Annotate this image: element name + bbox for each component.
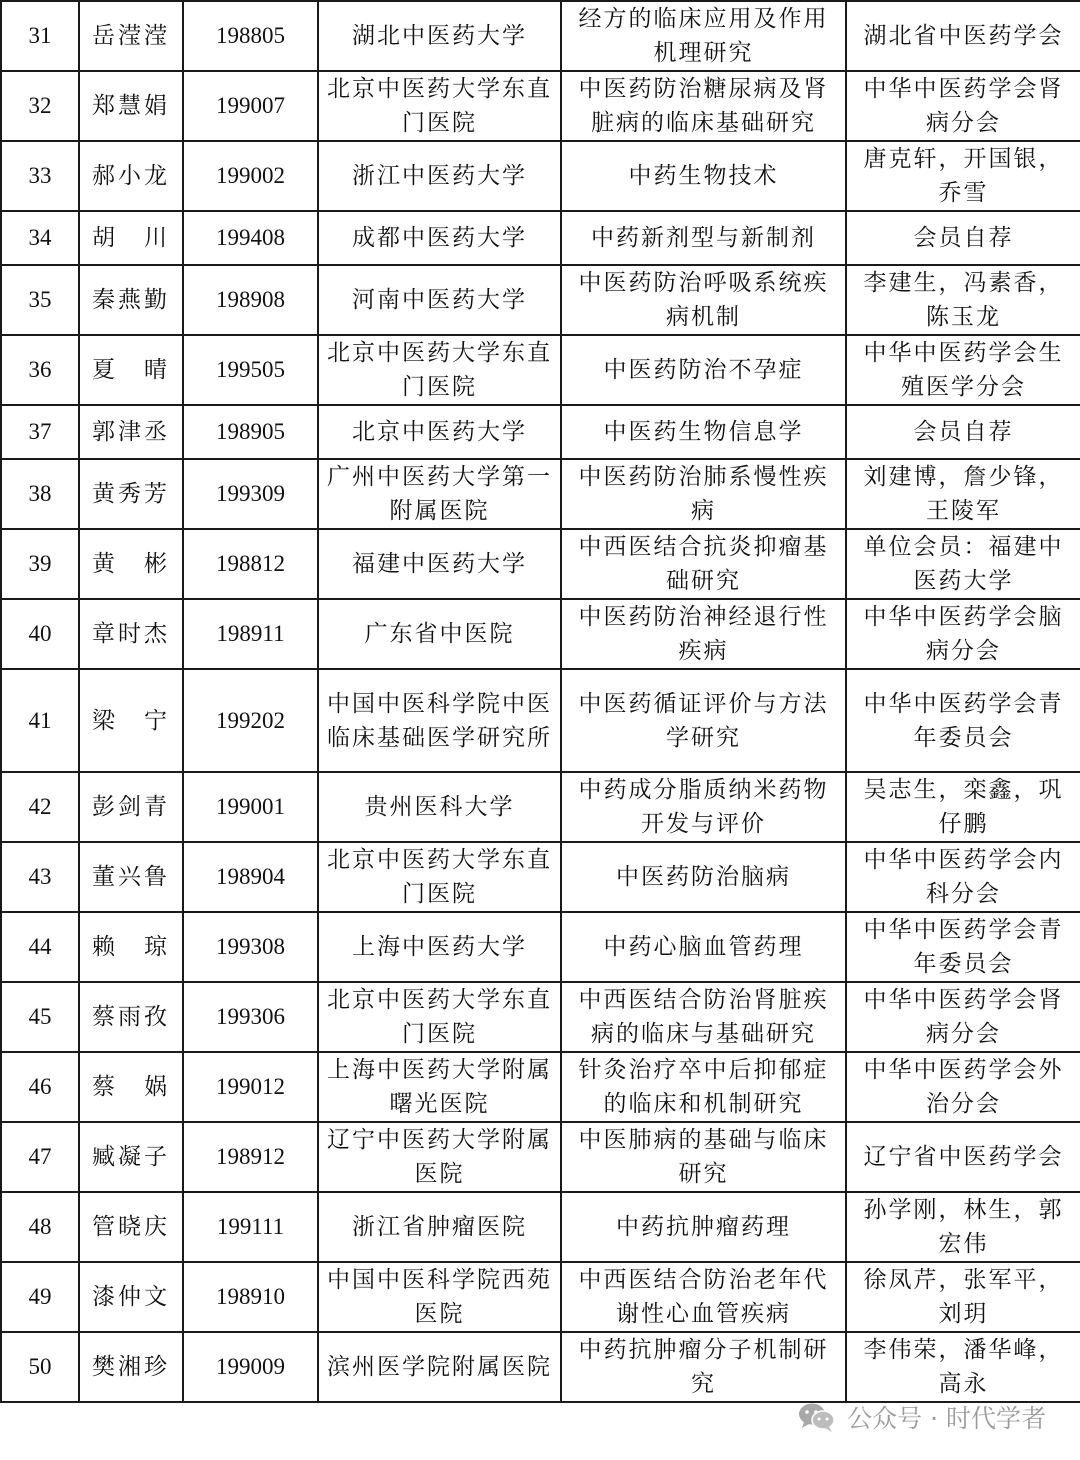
research-field: 中医药防治呼吸系统疾病机制 <box>561 265 846 335</box>
research-field: 中医药生物信息学 <box>561 405 846 459</box>
research-field: 中医药防治肺系慢性疾病 <box>561 459 846 529</box>
row-number: 35 <box>1 265 79 335</box>
research-field: 中医药防治脑病 <box>561 842 846 912</box>
member-name: 漆仲文 <box>79 1262 183 1332</box>
table-row <box>1 1 1080 71</box>
nominator: 中华中医药学会青年委员会 <box>846 669 1080 772</box>
wechat-icon <box>797 1401 837 1433</box>
row-number: 34 <box>1 211 79 265</box>
member-name: 黄 彬 <box>79 529 183 599</box>
row-number: 41 <box>1 669 79 772</box>
nominator: 中华中医药学会外治分会 <box>846 1052 1080 1122</box>
table-row <box>1 772 1080 842</box>
member-unit: 广州中医药大学第一附属医院 <box>318 459 561 529</box>
table-row <box>1 1122 1080 1192</box>
table-row <box>1 335 1080 405</box>
member-id: 199308 <box>183 912 318 982</box>
member-unit: 中国中医科学院中医临床基础医学研究所 <box>318 669 561 772</box>
research-field: 中西医结合防治老年代谢性心血管疾病 <box>561 1262 846 1332</box>
table-row <box>1 459 1080 529</box>
roster-body <box>1 1 1080 1402</box>
member-unit: 上海中医药大学 <box>318 912 561 982</box>
member-name: 赖 琼 <box>79 912 183 982</box>
research-field: 中药新剂型与新制剂 <box>561 211 846 265</box>
nominator: 会员自荐 <box>846 405 1080 459</box>
nominator: 辽宁省中医药学会 <box>846 1122 1080 1192</box>
member-unit: 北京中医药大学东直门医院 <box>318 335 561 405</box>
member-name: 彭剑青 <box>79 772 183 842</box>
row-number: 47 <box>1 1122 79 1192</box>
table-row <box>1 599 1080 669</box>
member-unit: 北京中医药大学东直门医院 <box>318 71 561 141</box>
member-id: 199306 <box>183 982 318 1052</box>
member-name: 郭津丞 <box>79 405 183 459</box>
member-unit: 上海中医药大学附属曙光医院 <box>318 1052 561 1122</box>
member-id: 198908 <box>183 265 318 335</box>
member-name: 蔡雨孜 <box>79 982 183 1052</box>
table-row <box>1 1052 1080 1122</box>
member-id: 198912 <box>183 1122 318 1192</box>
row-number: 44 <box>1 912 79 982</box>
member-name: 岳滢滢 <box>79 1 183 71</box>
table-row <box>1 1192 1080 1262</box>
table-row <box>1 529 1080 599</box>
member-unit: 浙江中医药大学 <box>318 141 561 211</box>
research-field: 中医药防治神经退行性疾病 <box>561 599 846 669</box>
member-id: 198805 <box>183 1 318 71</box>
research-field: 经方的临床应用及作用机理研究 <box>561 1 846 71</box>
member-unit: 河南中医药大学 <box>318 265 561 335</box>
row-number: 36 <box>1 335 79 405</box>
member-id: 198905 <box>183 405 318 459</box>
member-name: 章时杰 <box>79 599 183 669</box>
research-field: 中药抗肿瘤分子机制研究 <box>561 1332 846 1402</box>
row-number: 39 <box>1 529 79 599</box>
member-unit: 福建中医药大学 <box>318 529 561 599</box>
row-number: 45 <box>1 982 79 1052</box>
table-row <box>1 71 1080 141</box>
member-id: 199202 <box>183 669 318 772</box>
nominator: 中华中医药学会青年委员会 <box>846 912 1080 982</box>
member-name: 董兴鲁 <box>79 842 183 912</box>
member-name: 蔡 娲 <box>79 1052 183 1122</box>
member-unit: 辽宁中医药大学附属医院 <box>318 1122 561 1192</box>
member-unit: 北京中医药大学东直门医院 <box>318 982 561 1052</box>
member-unit: 成都中医药大学 <box>318 211 561 265</box>
member-unit: 贵州医科大学 <box>318 772 561 842</box>
member-unit: 广东省中医院 <box>318 599 561 669</box>
research-field: 中西医结合防治肾脏疾病的临床与基础研究 <box>561 982 846 1052</box>
research-field: 中医药循证评价与方法学研究 <box>561 669 846 772</box>
member-id: 198904 <box>183 842 318 912</box>
row-number: 37 <box>1 405 79 459</box>
row-number: 50 <box>1 1332 79 1402</box>
member-name: 胡 川 <box>79 211 183 265</box>
member-name: 郝小龙 <box>79 141 183 211</box>
member-id: 199007 <box>183 71 318 141</box>
nominator: 中华中医药学会肾病分会 <box>846 982 1080 1052</box>
member-unit: 北京中医药大学 <box>318 405 561 459</box>
table-row <box>1 405 1080 459</box>
nominator: 唐克轩，开国银，乔雪 <box>846 141 1080 211</box>
research-field: 中药生物技术 <box>561 141 846 211</box>
member-name: 郑慧娟 <box>79 71 183 141</box>
row-number: 38 <box>1 459 79 529</box>
watermark-text: 公众号 · 时代学者 <box>847 1404 1046 1433</box>
member-id: 199408 <box>183 211 318 265</box>
nominator: 中华中医药学会生殖医学分会 <box>846 335 1080 405</box>
member-unit: 北京中医药大学东直门医院 <box>318 842 561 912</box>
member-id: 199111 <box>183 1192 318 1262</box>
row-number: 33 <box>1 141 79 211</box>
nominator: 会员自荐 <box>846 211 1080 265</box>
research-field: 中医药防治不孕症 <box>561 335 846 405</box>
table-row <box>1 842 1080 912</box>
member-unit: 湖北中医药大学 <box>318 1 561 71</box>
table-row <box>1 211 1080 265</box>
nominator: 中华中医药学会肾病分会 <box>846 71 1080 141</box>
nominator: 中华中医药学会内科分会 <box>846 842 1080 912</box>
nominator: 徐凤芹，张军平，刘玥 <box>846 1262 1080 1332</box>
member-unit: 滨州医学院附属医院 <box>318 1332 561 1402</box>
nominator: 吴志生，栾鑫，巩仔鹏 <box>846 772 1080 842</box>
member-name: 黄秀芳 <box>79 459 183 529</box>
member-id: 199001 <box>183 772 318 842</box>
member-id: 199012 <box>183 1052 318 1122</box>
table-row <box>1 669 1080 772</box>
table-row <box>1 912 1080 982</box>
member-id: 199309 <box>183 459 318 529</box>
member-id: 199002 <box>183 141 318 211</box>
member-name: 樊湘珍 <box>79 1332 183 1402</box>
member-id: 198910 <box>183 1262 318 1332</box>
research-field: 中药心脑血管药理 <box>561 912 846 982</box>
member-name: 夏 晴 <box>79 335 183 405</box>
member-name: 梁 宁 <box>79 669 183 772</box>
member-unit: 中国中医科学院西苑医院 <box>318 1262 561 1332</box>
row-number: 48 <box>1 1192 79 1262</box>
row-number: 40 <box>1 599 79 669</box>
member-name: 臧凝子 <box>79 1122 183 1192</box>
row-number: 42 <box>1 772 79 842</box>
research-field: 中医药防治糖尿病及肾脏病的临床基础研究 <box>561 71 846 141</box>
research-field: 中药成分脂质纳米药物开发与评价 <box>561 772 846 842</box>
row-number: 43 <box>1 842 79 912</box>
member-unit: 浙江省肿瘤医院 <box>318 1192 561 1262</box>
nominator: 李建生，冯素香，陈玉龙 <box>846 265 1080 335</box>
row-number: 49 <box>1 1262 79 1332</box>
nominator: 单位会员：福建中医药大学 <box>846 529 1080 599</box>
research-field: 针灸治疗卒中后抑郁症的临床和机制研究 <box>561 1052 846 1122</box>
row-number: 31 <box>1 1 79 71</box>
nominator: 刘建博，詹少锋，王陵军 <box>846 459 1080 529</box>
nominator: 湖北省中医药学会 <box>846 1 1080 71</box>
nominator: 中华中医药学会脑病分会 <box>846 599 1080 669</box>
member-id: 199505 <box>183 335 318 405</box>
watermark <box>797 1398 1046 1436</box>
member-name: 管晓庆 <box>79 1192 183 1262</box>
row-number: 46 <box>1 1052 79 1122</box>
member-id: 199009 <box>183 1332 318 1402</box>
nominator: 李伟荣，潘华峰，高永 <box>846 1332 1080 1402</box>
row-number: 32 <box>1 71 79 141</box>
nominator: 孙学刚，林生，郭宏伟 <box>846 1192 1080 1262</box>
table-row <box>1 141 1080 211</box>
table-row <box>1 265 1080 335</box>
member-name: 秦燕勤 <box>79 265 183 335</box>
research-field: 中药抗肿瘤药理 <box>561 1192 846 1262</box>
table-row <box>1 1262 1080 1332</box>
member-id: 198911 <box>183 599 318 669</box>
member-id: 198812 <box>183 529 318 599</box>
table-row <box>1 982 1080 1052</box>
table-row <box>1 1332 1080 1402</box>
research-field: 中西医结合抗炎抑瘤基础研究 <box>561 529 846 599</box>
research-field: 中医肺病的基础与临床研究 <box>561 1122 846 1192</box>
